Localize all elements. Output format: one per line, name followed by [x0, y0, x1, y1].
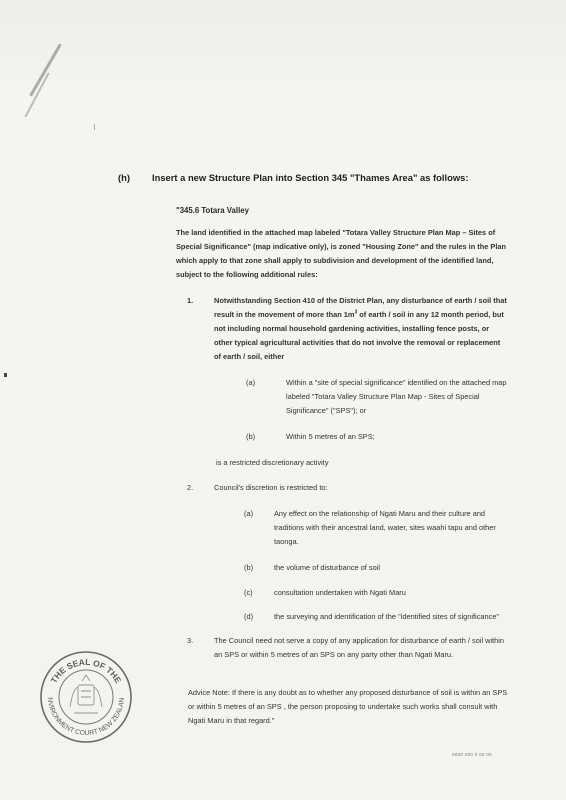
- rule-1-superscript: 3: [354, 309, 358, 316]
- heading-letter: (h): [118, 172, 130, 183]
- seal-graphic: [36, 645, 136, 745]
- scan-mark: [4, 373, 7, 377]
- rule-2-item-label: (a): [244, 509, 254, 518]
- subheading: "345.6 Totara Valley: [176, 206, 249, 215]
- rule-1-text-after: of earth / soil in any 12 month period, but not including normal household gardening activities, installing fence posts, or other typical agricultural activities that do not involve the removal or replacement of earth / soil, either: [214, 310, 504, 361]
- rule-2-item-text: the volume of disturbance of soil: [274, 563, 380, 572]
- rule-1-text-before: Notwithstanding Section 410 of the District Plan, any disturbance of earth / soil that result in the movement of more than 1m: [214, 296, 507, 319]
- rule-2-item-label: (b): [244, 563, 254, 572]
- rule-1-text: [214, 294, 508, 364]
- rule-1-item-label: (b): [246, 432, 256, 441]
- rule-1-item-text: Within 5 metres of an SPS;: [286, 432, 375, 441]
- rule-1-status: is a restricted discretionary activity: [216, 458, 329, 467]
- rule-1-number: 1.: [187, 296, 194, 305]
- rule-2-number: 2.: [187, 483, 194, 492]
- intro-paragraph: The land identified in the attached map labeled "Totara Valley Structure Plan Map – Sites of Special Significance" (map indicative only), is zoned "Housing Zone" and the rules in the Plan which apply to that zone shall apply to subdivision and development of the identified land, subject to the following additional rules:: [176, 228, 507, 279]
- seal-top-text: THE SEAL OF THE: [48, 656, 124, 685]
- rule-2-item-label: (c): [244, 588, 253, 597]
- rule-1-item-label: (a): [246, 378, 256, 387]
- rule-2-item-label: (d): [244, 612, 254, 621]
- footer-code: 0000 000 0 00 00: [452, 752, 492, 757]
- advice-note: Advice Note: If there is any doubt as to whether any proposed disturbance of soil is within an SPS or within 5 metres of an SPS , the person proposing to undertake such works shall consult with Ngati Maru in that regard.": [188, 688, 508, 725]
- scan-streak: [94, 124, 95, 130]
- court-seal: [36, 645, 136, 745]
- rule-3-number: 3.: [187, 636, 194, 645]
- rule-2-text: Council's discretion is restricted to:: [214, 483, 328, 492]
- heading-text: Insert a new Structure Plan into Section 345 "Thames Area" as follows:: [152, 172, 469, 183]
- rule-3-text: The Council need not serve a copy of any application for disturbance of earth / soil within an SPS or within 5 metres of an SPS on any party other than Ngati Maru.: [214, 636, 505, 659]
- scan-streak: [29, 43, 62, 96]
- coat-of-arms-icon: [70, 675, 102, 713]
- seal-bottom-text: NVIRONMENT COURT NEW ZEALAN: [45, 697, 127, 738]
- rule-2-item-text: consultation undertaken with Ngati Maru: [274, 588, 406, 597]
- rule-2-item-text: the surveying and identification of the "identified sites of significance": [274, 612, 500, 621]
- rule-2-item-text: Any effect on the relationship of Ngati Maru and their culture and traditions with their ancestral land, water, sites waahi tapu and other taonga.: [274, 509, 496, 546]
- rule-1-item-text: Within a "site of special significance" identified on the attached map labeled "Totara Valley Structure Plan Map - Sites of Special Significance" ("SPS"); or: [286, 378, 507, 415]
